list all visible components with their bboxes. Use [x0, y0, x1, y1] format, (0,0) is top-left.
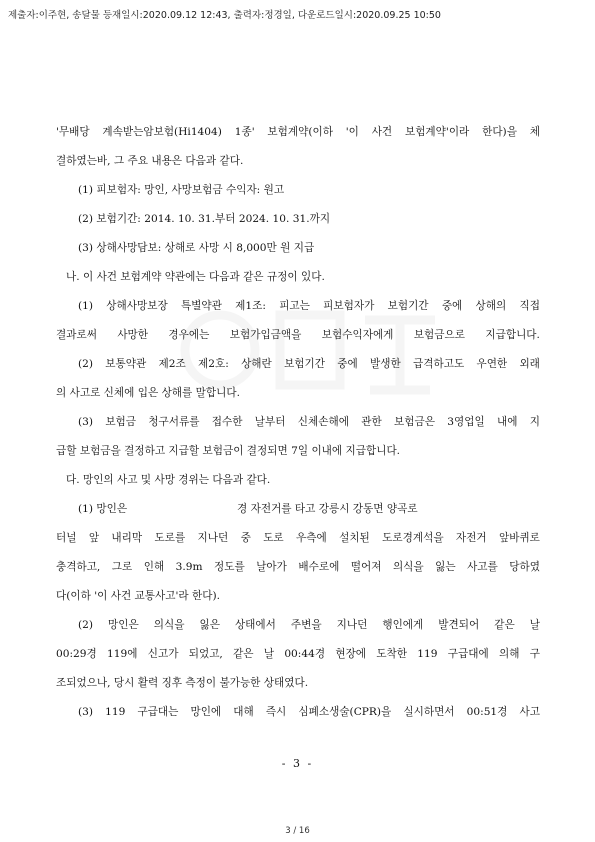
- text-line: (2) 보험기간: 2014. 10. 31.부터 2024. 10. 31.까지: [78, 213, 331, 225]
- text-line: 터널 앞 내리막 도로를 지나던 중 도로 우측에 설치된 도로경계석을 자전거 앞바퀴로: [56, 532, 540, 544]
- text-line: (2) 보통약관 제2조 제2호: 상해란 보험기간 중에 발생한 급격하고도 우연한 외래: [78, 358, 540, 370]
- text-line: (3) 보험금 청구서류를 접수한 날부터 신체손해에 관한 보험금은 3영업일 내에 지: [78, 416, 540, 428]
- text-line: '무배당 계속받는암보험(Hi1404) 1종' 보험계약(이하 '이 사건 보험계약'이라 한다)을 체: [56, 126, 540, 138]
- section-heading: 나. 이 사건 보험계약 약관에는 다음과 같은 규정이 있다.: [66, 271, 325, 283]
- text-line: (1) 상해사망보장 특별약관 제1조: 피고는 피보험자가 보험기간 중에 상해의 직접: [78, 300, 540, 312]
- text-line: (1) 피보험자: 망인, 사망보험금 수익자: 원고: [78, 184, 285, 196]
- text-line: (3) 119 구급대는 망인에 대해 즉시 심폐소생술(CPR)을 실시하면서 00:51경 사고: [78, 706, 540, 718]
- text-line: 충격하고, 그로 인해 3.9m 정도를 날아가 배수로에 떨어져 의식을 잃는 사고를 당하였: [56, 561, 540, 573]
- text-line: 의 사고로 신체에 입은 상해를 말합니다.: [56, 387, 240, 399]
- text-line: (1) 망인은: [78, 503, 128, 515]
- section-heading: 다. 망인의 사고 및 사망 경위는 다음과 같다.: [66, 474, 271, 486]
- page-indicator: 3 / 16: [285, 826, 310, 836]
- document-header: 제출자:이주현, 송달물 등재일시:2020.09.12 12:43, 출력자:정경일, 다운로드일시:2020.09.25 10:50: [8, 10, 441, 21]
- page-number: - 3 -: [281, 757, 314, 770]
- text-line: 급할 보험금을 결정하고 지급할 보험금이 결정되면 7일 이내에 지급합니다.: [56, 445, 401, 457]
- text-line: 00:29경 119에 신고가 되었고, 같은 날 00:44경 현장에 도착한 119 구급대에 의해 구: [56, 648, 540, 660]
- text-line: (3) 상해사망담보: 상해로 사망 시 8,000만 원 지급: [78, 242, 315, 254]
- text-line: 결하였는바, 그 주요 내용은 다음과 같다.: [56, 155, 244, 167]
- text-line: 다(이하 '이 사건 교통사고'라 한다).: [56, 590, 220, 602]
- text-line: (2) 망인은 의식을 잃은 상태에서 주변을 지나던 행인에게 발견되어 같은 날: [78, 619, 540, 631]
- text-line: 경 자전거를 타고 강릉시 강동면 양곡로: [237, 503, 418, 515]
- text-line: 조되었으나, 당시 활력 징후 측정이 불가능한 상태였다.: [56, 677, 309, 689]
- text-line: 결과로써 사망한 경우에는 보험가입금액을 보험수익자에게 보험금으로 지급합니다.: [56, 329, 540, 341]
